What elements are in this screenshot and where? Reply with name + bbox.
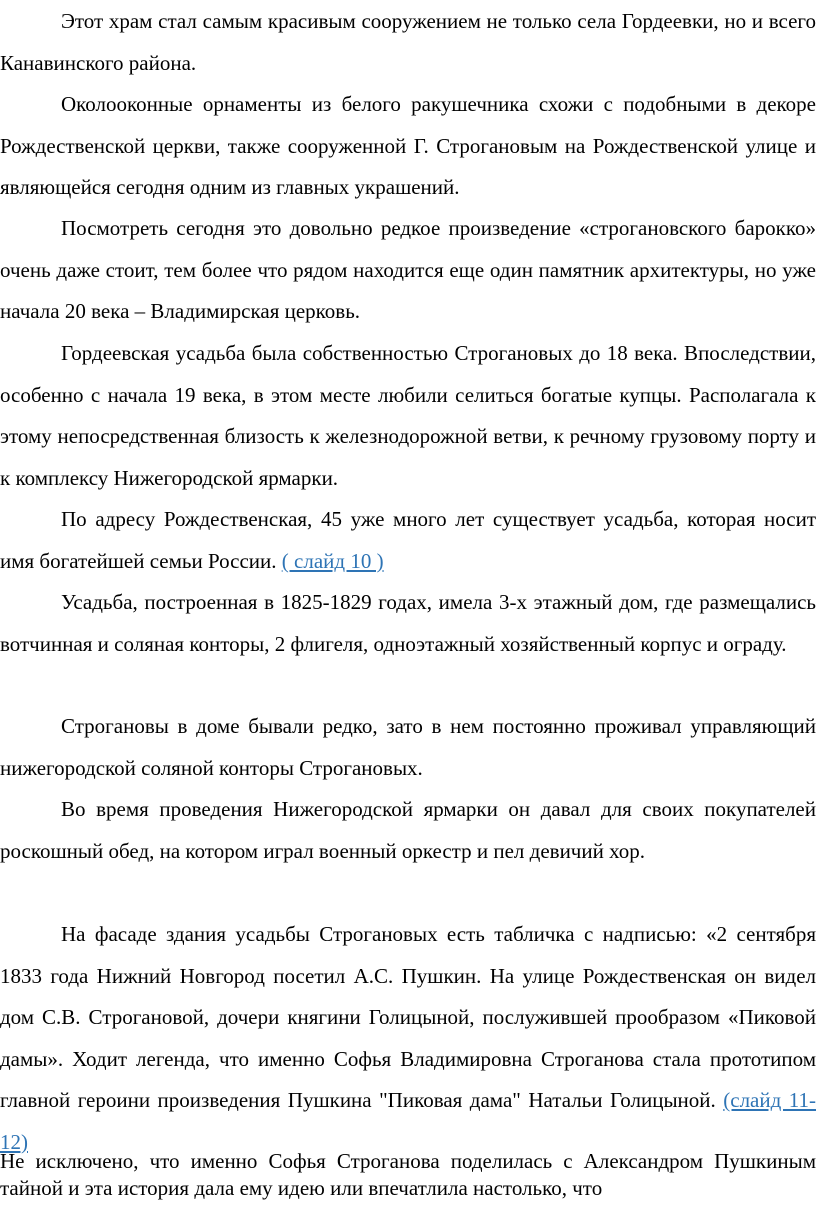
paragraph-1: Этот храм стал самым красивым сооружением не только села Гордеевки, но и всего Канавинского района.	[0, 9, 816, 75]
paragraph-4: Гордеевская усадьба была собственностью Строгановых до 18 века. Впоследствии, особенно с начала 19 века, в этом месте любили селиться богатые купцы. Располагала к этому непосредственная близость к железнодорожной ветви, к речному грузовому порту и к комплексу Нижегородской ярмарки.	[0, 341, 816, 490]
paragraph-5: По адресу Рождественская, 45 уже много лет существует усадьба, которая носит имя богатейшей семьи России. ( слайд 10 )	[0, 507, 816, 573]
paragraph-9: На фасаде здания усадьбы Строгановых есть табличка с надписью: «2 сентября 1833 года Нижний Новгород посетил А.С. Пушкин. На улице Рождественская он видел дом С.В. Строгановой, дочери княгини Голицыной, послужившей прообразом «Пиковой дамы». Ходит легенда, что именно Софья Владимировна Строганова стала прототипом главной героини произведения Пушкина "Пиковая дама" Натальи Голицыной. (слайд 11-12)	[0, 922, 816, 1154]
paragraph-10: Не исключено, что именно Софья Строганова поделилась с Александром Пушкиным тайной и эта история дала ему идею или впечатлила настолько, что	[0, 1149, 816, 1200]
slide-10-link[interactable]: ( слайд 10 )	[281, 548, 384, 573]
paragraph-8: Во время проведения Нижегородской ярмарки он давал для своих покупателей роскошный обед, на котором играл военный оркестр и пел девичий хор.	[0, 797, 816, 863]
paragraph-3: Посмотреть сегодня это довольно редкое произведение «строгановского барокко» очень даже стоит, тем более что рядом находится еще один памятник архитектуры, но уже начала 20 века – Владимирская церковь.	[0, 216, 816, 323]
slide-11-12-link[interactable]: (слайд 11-12)	[0, 1088, 816, 1154]
paragraph-2: Околооконные орнаменты из белого ракушечника схожи с подобными в декоре Рождественской церкви, также сооруженной Г. Строгановым на Рождественской улице и являющейся сегодня одним из главных украшений.	[0, 92, 816, 199]
paragraph-6: Усадьба, построенная в 1825-1829 годах, имела 3-х этажный дом, где размещались вотчинная и соляная конторы, 2 флигеля, одноэтажный хозяйственный корпус и ограду.	[0, 590, 816, 656]
paragraph-7: Строгановы в доме бывали редко, зато в нем постоянно проживал управляющий нижегородской соляной конторы Строгановых.	[0, 714, 816, 780]
